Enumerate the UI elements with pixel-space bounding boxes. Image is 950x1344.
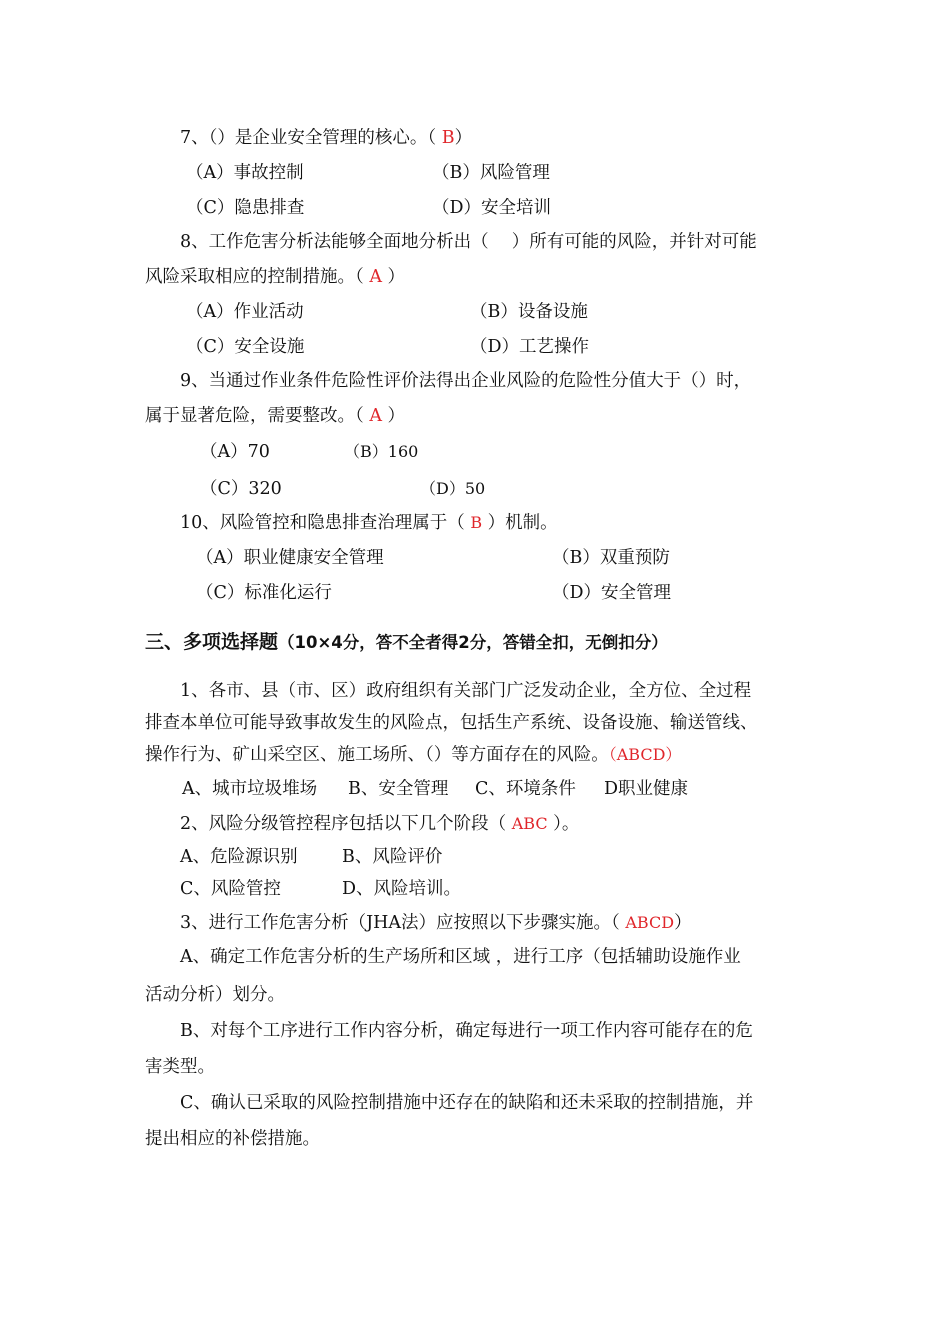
m3-stem <box>180 911 692 935</box>
q8-stem-text: 风险采取相应的控制措施。（ <box>145 267 370 287</box>
m3-stem-text: 3、进行工作危害分析（JHA法）应按照以下步骤实施。（ <box>180 913 626 933</box>
section-title: 三、多项选择题 <box>145 631 279 653</box>
q7-option-d: （D）安全培训 <box>432 198 552 218</box>
q9-option-a: （A）70 <box>200 442 270 462</box>
q8-option-d: （D）工艺操作 <box>470 337 590 357</box>
q9-option-c: （C）320 <box>200 479 282 499</box>
m3-answer: ABCD <box>625 913 675 932</box>
m2-option-b: B、风险评价 <box>342 847 443 867</box>
q8-answer: A <box>369 267 382 287</box>
m1-option-b: B、安全管理 <box>348 779 449 799</box>
m3-option-c-line2: 提出相应的补偿措施。 <box>145 1129 320 1149</box>
q10-option-a: （A）职业健康安全管理 <box>196 548 384 568</box>
m1-option-c: C、环境条件 <box>475 779 576 799</box>
m2-option-c: C、风险管控 <box>180 879 281 899</box>
q10-answer: B <box>470 513 483 532</box>
q10-stem-text: 10、风险管控和隐患排查治理属于（ <box>180 513 471 533</box>
q9-stem-line1: 9、当通过作业条件危险性评价法得出企业风险的危险性分值大于（）时， <box>180 371 752 391</box>
m1-stem-line1: 1、各市、县（市、区）政府组织有关部门广泛发动企业，全方位、全过程 <box>180 681 752 701</box>
q10-option-d: （D）安全管理 <box>552 583 672 603</box>
m1-stem-text: 操作行为、矿山采空区、施工场所、（）等方面存在的风险。 <box>145 745 609 765</box>
q7-answer: B <box>441 128 455 148</box>
m3-stem-end: ） <box>674 913 692 933</box>
section-subtitle: （10×4分，答不全者得2分，答错全扣，无倒扣分） <box>278 633 668 652</box>
q9-answer: A <box>369 406 382 426</box>
q9-stem-line2 <box>145 404 405 428</box>
q8-stem-line1: 8、工作危害分析法能够全面地分析出（ ）所有可能的风险，并针对可能 <box>180 232 757 252</box>
m1-option-d: D职业健康 <box>604 779 689 799</box>
m3-option-b-line1: B、对每个工序进行工作内容分析，确定每进行一项工作内容可能存在的危 <box>180 1021 753 1041</box>
section-heading <box>145 628 668 657</box>
q9-stem-end: ） <box>381 406 406 426</box>
m1-stem-line3 <box>145 743 681 767</box>
q7-stem <box>180 126 472 150</box>
m2-stem-text: 2、风险分级管控程序包括以下几个阶段（ <box>180 814 512 834</box>
m3-option-b-line2: 害类型。 <box>145 1057 215 1077</box>
m2-stem <box>180 812 579 836</box>
m1-stem-line2: 排查本单位可能导致事故发生的风险点，包括生产系统、设备设施、输送管线、 <box>145 713 758 733</box>
m2-option-a: A、危险源识别 <box>180 847 298 867</box>
q9-option-d: （D）50 <box>420 479 486 498</box>
m1-answer: （ABCD） <box>608 745 682 764</box>
q9-option-b: （B）160 <box>344 442 419 461</box>
m3-option-a-line2: 活动分析）划分。 <box>145 985 285 1005</box>
q7-stem-end: ） <box>454 128 473 148</box>
q8-option-c: （C）安全设施 <box>186 337 305 357</box>
q9-stem-text: 属于显著危险，需要整改。（ <box>145 406 370 426</box>
m2-option-d: D、风险培训。 <box>342 879 462 899</box>
m3-option-a-line1: A、确定工作危害分析的生产场所和区域 ，进行工序（包括辅助设施作业 <box>180 947 741 967</box>
q8-option-b: （B）设备设施 <box>470 302 588 322</box>
m3-option-c-line1: C、确认已采取的风险控制措施中还存在的缺陷和还未采取的控制措施，并 <box>180 1093 754 1113</box>
q7-option-a: （A）事故控制 <box>186 163 304 183</box>
q10-stem <box>180 511 558 535</box>
q10-option-b: （B）双重预防 <box>552 548 670 568</box>
q8-stem-line2 <box>145 265 405 289</box>
q8-stem-end: ） <box>381 267 406 287</box>
q7-option-b: （B）风险管理 <box>432 163 550 183</box>
m1-option-a: A、城市垃圾堆场 <box>182 779 318 799</box>
q10-option-c: （C）标准化运行 <box>196 583 332 603</box>
m2-stem-end: ）。 <box>547 814 580 834</box>
q7-option-c: （C）隐患排查 <box>186 198 305 218</box>
q10-stem-end: ）机制。 <box>482 513 558 533</box>
q7-stem-text: 7、（）是企业安全管理的核心。（ <box>180 128 442 148</box>
q8-option-a: （A）作业活动 <box>186 302 304 322</box>
m2-answer: ABC <box>511 814 548 833</box>
